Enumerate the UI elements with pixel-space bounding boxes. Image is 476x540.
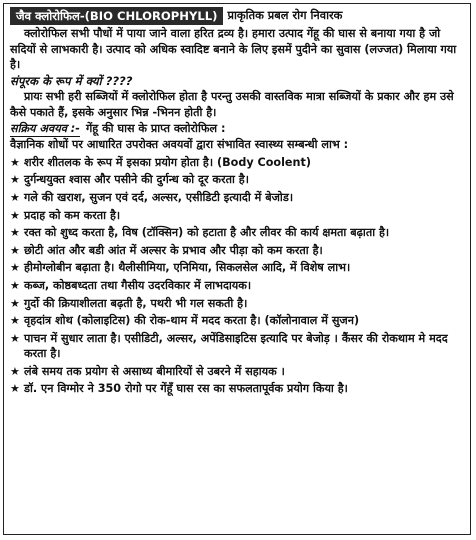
title-subtitle: प्राकृतिक प्रबल रोग निवारक — [227, 8, 343, 23]
benefits-list — [10, 155, 464, 397]
star-icon: ★ — [10, 278, 20, 292]
supplement-paragraph: प्रायः सभी हरी सब्जियों में क्लोरोफिल होता है परन्तु उसकी वास्तविक मात्रा सब्जियों के प्रकार और हम उसे कैसे पकाते हैं, इसके अनुसार भिन्न -भिनन होती है। — [10, 90, 454, 119]
document-page — [3, 3, 471, 535]
benefit-text: गुर्दो की क्रियाशीलता बढ़ती है, पथरी भी गल सकती है। — [24, 296, 248, 310]
title-row — [10, 7, 464, 25]
benefit-text: दुर्गन्धयुक्त श्वास और पसीने की दुर्गन्ध को दूर करता है। — [24, 173, 249, 187]
star-icon: ★ — [10, 364, 20, 378]
benefit-text: डॉ. एन विग्मोर ने 350 रोगो पर गेंहूँ घास रस का सफलतापूर्वक प्रयोग किया है। — [24, 382, 348, 396]
active-ingredient-row — [10, 121, 464, 138]
star-icon: ★ — [10, 296, 20, 310]
list-item — [10, 225, 464, 241]
intro-paragraph: क्लोरोफिल सभी पौधों में पाया जाने वाला हरित द्रव्य है। हमारा उत्पाद गेंहू की घास से बनाया गया है जो सदियों से लाभकारी है। उत्पाद को अधिक स्वादिष्ट बनाने के लिए इसमें पुदीने का सुवास (लज्जत) मिलाया गया है। — [10, 27, 457, 72]
list-item — [10, 296, 464, 312]
active-ingredient-text: गेंहू की घास के प्राप्त क्लोरोफिल : — [85, 121, 226, 135]
list-item — [10, 331, 464, 362]
benefit-text: वृहदांत्र शोथ (कोलाइटिस) की रोक-थाम में मदद करता है। (कॉलोनावाल में सुजन) — [24, 314, 360, 328]
research-line: वैज्ञानिक शोधों पर आधारित उपरोक्त अवयवों द्वारा संभावित स्वास्थ्य सम्बन्धी लाभ : — [10, 138, 349, 152]
benefit-text: लंबे समय तक प्रयोग से असाध्य बीमारियों से उबरने में सहायक । — [24, 364, 285, 378]
star-icon: ★ — [10, 243, 20, 257]
benefit-text: प्रदाह को कम करता है। — [24, 208, 121, 222]
star-icon: ★ — [10, 173, 20, 187]
list-item — [10, 190, 464, 206]
active-ingredient-label: सक्रिय अवयव :- — [10, 121, 80, 138]
list-item — [10, 260, 464, 276]
benefit-text: शरीर शीतलक के रूप में इसका प्रयोग होता है। (Body Coolent) — [24, 155, 311, 169]
benefit-text: हीमोग्लोबीन बढ़ाता है। थैलीसीमिया, एनिमिया, सिकलसेल आदि, में विशेष लाभ। — [24, 261, 351, 275]
benefit-text: गले की खराश, सुजन एवं दर्द, अल्सर, एसीडिटी इत्यादी में बेजोड। — [24, 190, 294, 204]
list-item — [10, 364, 464, 380]
star-icon: ★ — [10, 190, 20, 204]
star-icon: ★ — [10, 208, 20, 222]
title-banner: जैव क्लोरोफिल-(BIO CHLOROPHYLL) — [10, 7, 223, 25]
star-icon: ★ — [10, 155, 20, 169]
star-icon: ★ — [10, 382, 20, 396]
benefit-text: कब्ज, कोष्ठबध्दता तथा गैसीय उदरविकार में लाभदायक। — [24, 278, 252, 292]
star-icon: ★ — [10, 226, 20, 240]
star-icon: ★ — [10, 331, 20, 345]
benefit-text: छोटी आंत और बडी आंत में अल्सर के प्रभाव और पीड़ा को कम करता है। — [24, 243, 323, 257]
list-item — [10, 172, 464, 188]
list-item — [10, 381, 464, 397]
benefit-text: पाचन में सुधार लाता है। एसीडिटी, अल्सर, अपेंडिसाइटिस इत्यादि पर बेजोड़ । कैंसर की रोकथाम मे मदद करता है। — [24, 331, 448, 361]
star-icon: ★ — [10, 261, 20, 275]
list-item — [10, 278, 464, 294]
list-item — [10, 313, 464, 329]
list-item — [10, 208, 464, 224]
star-icon: ★ — [10, 314, 20, 328]
benefit-text: रक्त को शुध्द करता है, विष (टॉक्सिन) को हटाता है और लीवर की कार्य क्षमता बढ़ाता है। — [24, 226, 390, 240]
list-item — [10, 243, 464, 259]
list-item — [10, 155, 464, 171]
supplement-heading: संपूरक के रूप में क्यों ???? — [10, 73, 133, 88]
